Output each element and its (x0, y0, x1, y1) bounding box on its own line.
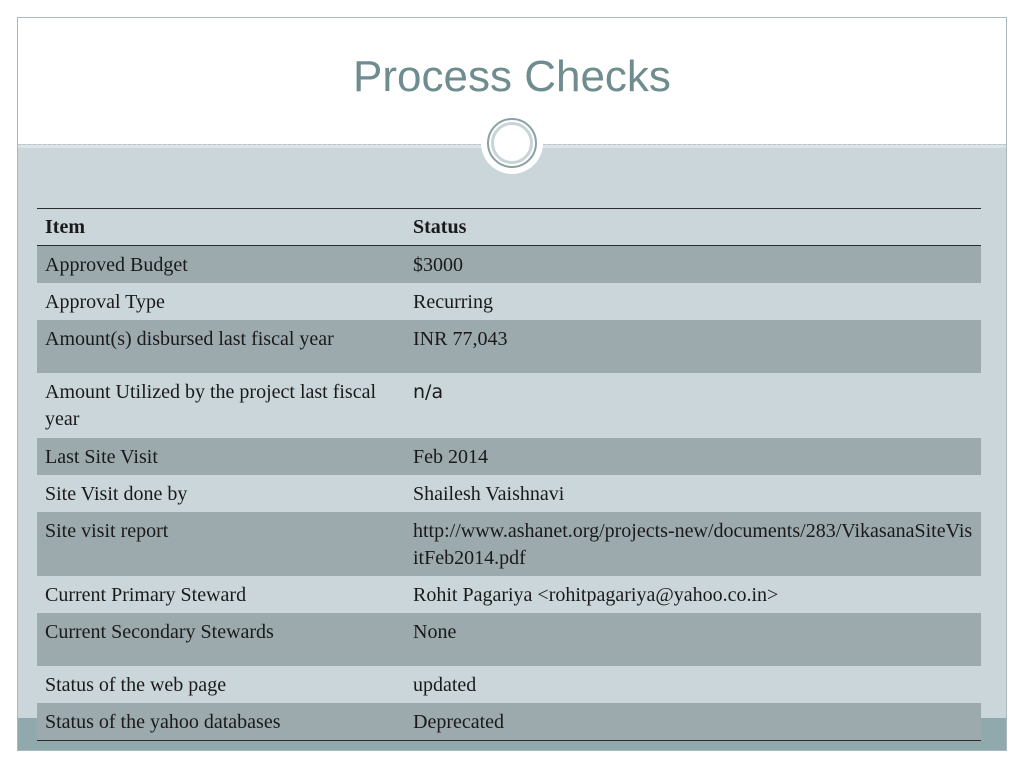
process-checks-table (37, 208, 981, 741)
site-visit-report-link[interactable]: http://www.ashanet.org/projects-new/documents/283/VikasanaSiteVisitFeb2014.pdf (413, 520, 973, 569)
item-cell: Current Primary Steward (45, 584, 247, 606)
status-cell: None (405, 613, 981, 666)
item-cell: Amount Utilized by the project last fiscal year (45, 381, 377, 430)
table-row (37, 613, 981, 666)
table-row (37, 283, 981, 320)
status-cell: updated (413, 674, 477, 696)
header-status: Status (405, 209, 981, 246)
item-cell: Status of the yahoo databases (37, 703, 405, 741)
item-cell: Status of the web page (45, 674, 227, 696)
status-cell: Deprecated (405, 703, 981, 741)
slide (17, 17, 1007, 751)
status-cell: $3000 (405, 246, 981, 284)
item-cell: Approved Budget (37, 246, 405, 284)
table-row (37, 512, 981, 576)
status-cell: Feb 2014 (405, 438, 981, 475)
status-cell: INR 77,043 (405, 320, 981, 373)
status-cell: Shailesh Vaishnavi (413, 483, 565, 505)
table-row (37, 666, 981, 703)
item-cell: Site visit report (37, 512, 405, 576)
table-row (37, 703, 981, 741)
table-row (37, 320, 981, 373)
item-cell: Approval Type (45, 291, 165, 313)
table-header-row (37, 209, 981, 246)
item-cell: Current Secondary Stewards (37, 613, 405, 666)
status-cell: Recurring (413, 291, 493, 313)
table-row (37, 438, 981, 475)
header-item: Item (37, 209, 405, 246)
slide-title: Process Checks (353, 52, 671, 101)
status-cell: Rohit Pagariya <rohitpagariya@yahoo.co.in> (413, 584, 779, 606)
table-row (37, 246, 981, 284)
item-cell: Last Site Visit (37, 438, 405, 475)
item-cell: Amount(s) disbursed last fiscal year (37, 320, 405, 373)
status-cell (405, 512, 981, 576)
item-cell: Site Visit done by (45, 483, 188, 505)
table-row (37, 373, 981, 438)
table-row (37, 576, 981, 613)
table-row (37, 475, 981, 512)
status-cell: n/a (413, 381, 444, 403)
circle-ornament-icon (481, 112, 543, 174)
